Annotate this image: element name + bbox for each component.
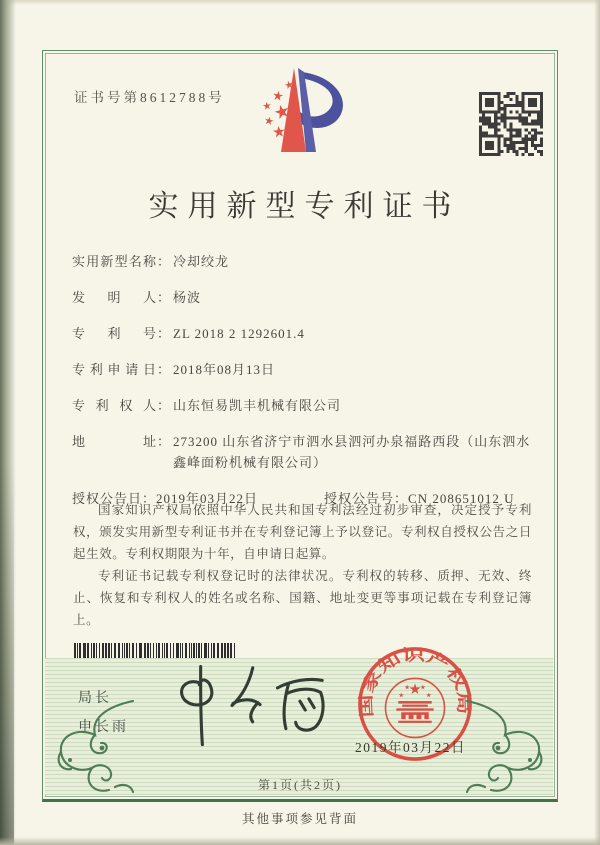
page-indicator: 第1页(共2页) [258, 778, 342, 792]
field-value: 273200 山东省济宁市泗水县泗河办泉福路西段（山东泗水鑫峰面粉机械有限公司） [173, 434, 531, 470]
field-colon: ： [142, 491, 157, 506]
back-side-note: 其他事项参见背面 [241, 812, 358, 826]
field-label: 授权公告号 [324, 491, 395, 506]
scan-edge-top [0, 0, 600, 5]
field-label: 专利号 [72, 326, 157, 341]
cnipa-patent-logo-icon [248, 58, 360, 164]
field-value: 2019年03月22日 [156, 491, 259, 506]
certificate-fields [72, 251, 534, 509]
seal-date: 2019年03月22日 [355, 740, 466, 755]
director-title: 局长 [78, 691, 112, 706]
field-inventor [72, 287, 534, 308]
field-label: 地址 [72, 434, 157, 449]
field-label: 专利权人 [72, 398, 157, 413]
field-patent-number [72, 323, 534, 344]
scan-edge-right [594, 0, 600, 845]
qr-code-icon [479, 92, 543, 156]
field-filing-date [72, 359, 534, 380]
field-label: 专利申请日 [72, 362, 157, 377]
legal-paragraph-1: 国家知识产权局依照中华人民共和国专利法经过初步审查，决定授予专利权，颁发实用新型专利证书并在专利登记簿上予以登记。专利权自授权公告之日起生效。专利权期限为十年，自申请日起算。 [73, 503, 532, 561]
svg-text:国家知识产权局 [356, 646, 472, 718]
scan-edge-bottom [0, 837, 600, 845]
field-value: 2018年08月13日 [173, 362, 276, 377]
field-value: ZL 2018 2 1292601.4 [173, 326, 305, 341]
field-colon: ： [157, 362, 172, 377]
scan-spine-shadow-dark [0, 465, 14, 845]
field-value: 冷却绞龙 [173, 254, 230, 269]
field-label: 授权公告日 [72, 491, 143, 506]
field-colon: ： [157, 326, 172, 341]
field-colon: ： [394, 491, 409, 506]
legal-paragraph-2: 专利证书记载专利权登记时的法律状况。专利权的转移、质押、无效、终止、恢复和专利权人的姓名或名称、国籍、地址变更等事项记载在专利登记簿上。 [73, 569, 532, 627]
field-utility-model-name [72, 251, 534, 272]
field-address [72, 431, 534, 473]
field-label: 实用新型名称 [72, 254, 157, 269]
barcode-icon [74, 643, 237, 658]
field-colon: ： [157, 254, 172, 269]
director-name: 申长雨 [78, 720, 129, 735]
certificate-title: 实用新型专利证书 [148, 190, 461, 223]
director-signature-icon [148, 655, 346, 754]
field-colon: ： [157, 398, 172, 413]
seal-text: 国家知识产权局 [357, 646, 473, 718]
field-value: 山东恒易凯丰机械有限公司 [173, 398, 342, 413]
field-value: CN 208651012 U [408, 491, 515, 506]
field-value: 杨波 [173, 290, 202, 305]
field-label: 发明人 [72, 290, 157, 305]
field-colon: ： [157, 290, 172, 305]
certificate-number: 证书号第8612788号 [74, 90, 225, 105]
field-colon: ： [157, 434, 172, 449]
legal-text [73, 499, 532, 631]
national-emblem-icon [386, 678, 445, 737]
field-patentee [72, 395, 534, 416]
